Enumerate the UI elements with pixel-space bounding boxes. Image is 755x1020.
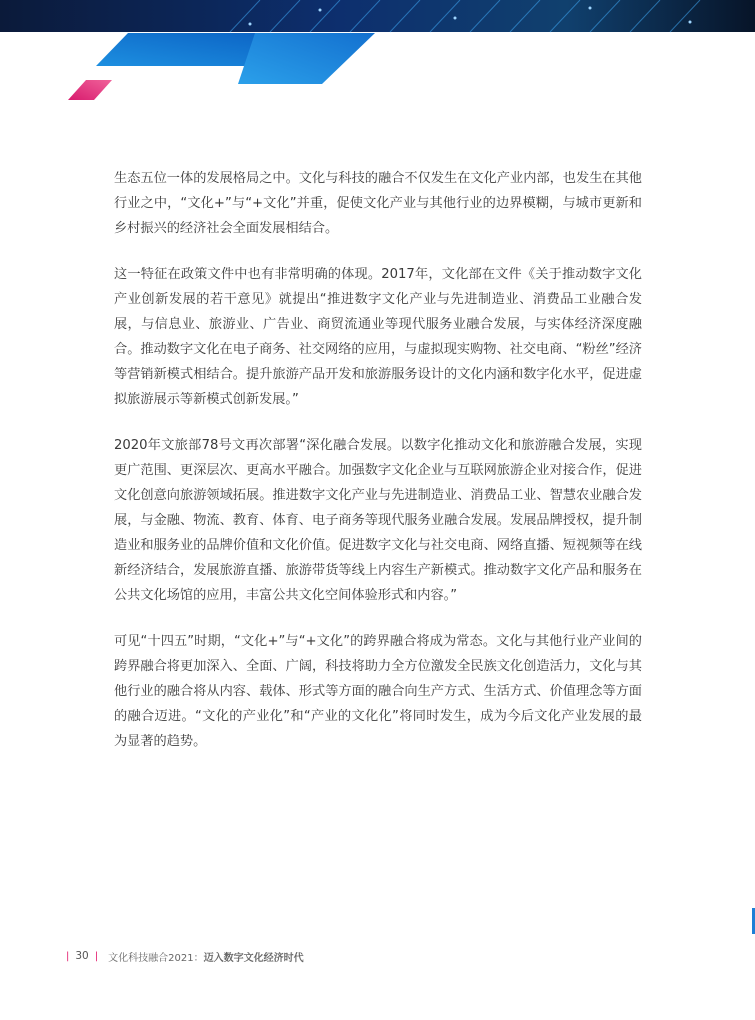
header-banner xyxy=(0,0,755,110)
footer-separator: | xyxy=(66,950,70,962)
blue-parallelogram-right xyxy=(238,33,375,84)
paragraph: 生态五位一体的发展格局之中。文化与科技的融合不仅发生在文化产业内部，也发生在其他行业之中，“文化+”与“+文化”并重，促使文化产业与其他行业的边界模糊，与城市更新和乡村振兴的经济社会全面发展相结合。 xyxy=(114,171,642,236)
paragraph: 可见“十四五”时期，“文化+”与“+文化”的跨界融合将成为常态。文化与其他行业产业间的跨界融合将更加深入、全面、广阔，科技将助力全方位激发全民族文化创造活力，文化与其他行业的融合将从内容、载体、形式等方面的融合向生产方式、生活方式、价值理念等方面的融合迈进。“文化的产业化”和“产业的文化化”将同时发生，成为今后文化产业发展的最为显著的趋势。 xyxy=(114,634,642,749)
footer-title xyxy=(108,949,303,964)
footer-title-bold: 迈入数字文化经济时代 xyxy=(203,952,304,964)
pink-parallelogram xyxy=(68,80,112,100)
banner-graphic xyxy=(0,0,755,110)
paragraph: 2020年文旅部78号文再次部署“深化融合发展。以数字化推动文化和旅游融合发展，实现更广范围、更深层次、更高水平融合。加强数字文化企业与互联网旅游企业对接合作，促进文化创意向旅游领域拓展。推进数字文化产业与先进制造业、消费品工业、智慧农业融合发展，与金融、物流、教育、体育、电子商务等现代服务业融合发展。发展品牌授权，提升制造业和服务业的品牌价值和文化价值。促进数字文化与社交电商、网络直播、短视频等在线新经济结合，发展旅游直播、旅游带货等线上内容生产新模式。推动数字文化产品和服务在公共文化场馆的应用，丰富公共文化空间体验形式和内容。” xyxy=(114,438,642,603)
footer-separator: | xyxy=(94,950,99,962)
page-footer xyxy=(66,948,304,964)
banner-strip xyxy=(0,0,755,32)
body-text xyxy=(114,166,642,775)
footer-title-prefix: 文化科技融合2021： xyxy=(108,952,204,964)
paragraph: 这一特征在政策文件中也有非常明确的体现。2017年，文化部在文件《关于推动数字文化产业创新发展的若干意见》就提出“推进数字文化产业与先进制造业、消费品工业融合发展，与信息业、旅游业、广告业、商贸流通业等现代服务业融合发展，与实体经济深度融合。推动数字文化在电子商务、社交网络的应用，与虚拟现实购物、社交电商、“粉丝”经济等营销新模式相结合。提升旅游产品开发和旅游服务设计的文化内涵和数字化水平，促进虚拟旅游展示等新模式创新发展。” xyxy=(114,267,642,407)
page-number: 30 xyxy=(75,950,89,962)
